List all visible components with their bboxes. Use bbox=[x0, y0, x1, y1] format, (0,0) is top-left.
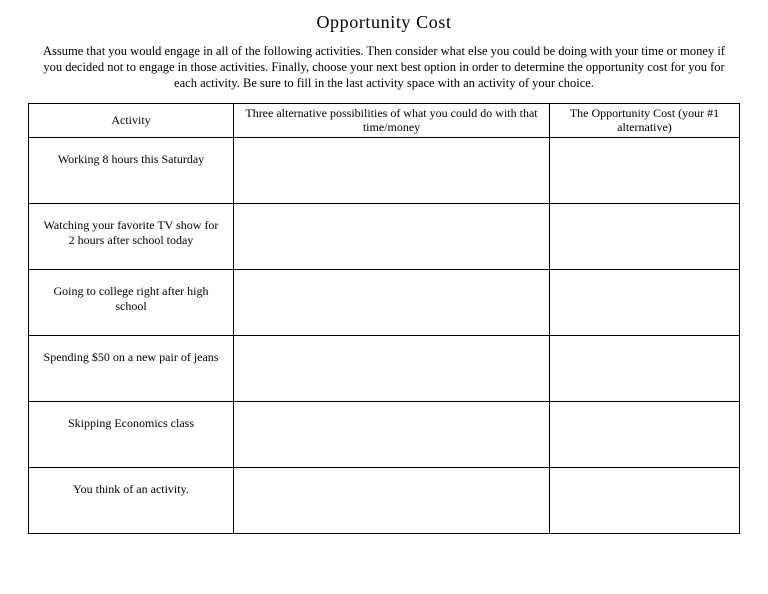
activity-cell: Spending $50 on a new pair of jeans bbox=[29, 335, 234, 401]
instructions-text: Assume that you would engage in all of the following activities. Then consider what else you could be doing with your time or money if you decided not to engage in those activities. Finally, choose your next best option in order to determine the opportunity cost for you for each activity. Be sure to fill in the last activity space with an activity of your choice. bbox=[43, 44, 725, 90]
alternatives-cell bbox=[234, 203, 550, 269]
table-row bbox=[29, 335, 740, 401]
table-row bbox=[29, 203, 740, 269]
col-header-alternatives: Three alternative possibilities of what you could do with that time/money bbox=[234, 104, 550, 138]
col-header-activity: Activity bbox=[29, 104, 234, 138]
activity-cell: Skipping Economics class bbox=[29, 401, 234, 467]
activity-cell: Watching your favorite TV show for 2 hours after school today bbox=[29, 203, 234, 269]
alternatives-cell bbox=[234, 467, 550, 533]
opportunity-cost-cell bbox=[550, 269, 740, 335]
opportunity-cost-cell bbox=[550, 137, 740, 203]
table-row bbox=[29, 137, 740, 203]
activity-cell: You think of an activity. bbox=[29, 467, 234, 533]
table-row bbox=[29, 401, 740, 467]
col-header-opportunity-cost: The Opportunity Cost (your #1 alternative) bbox=[550, 104, 740, 138]
table-row bbox=[29, 467, 740, 533]
alternatives-cell bbox=[234, 401, 550, 467]
opportunity-cost-cell bbox=[550, 335, 740, 401]
opportunity-cost-cell bbox=[550, 467, 740, 533]
alternatives-cell bbox=[234, 269, 550, 335]
activity-cell: Going to college right after high school bbox=[29, 269, 234, 335]
activity-cell: Working 8 hours this Saturday bbox=[29, 137, 234, 203]
page-title: Opportunity Cost bbox=[316, 12, 452, 32]
table-row bbox=[29, 269, 740, 335]
alternatives-cell bbox=[234, 137, 550, 203]
opportunity-cost-cell bbox=[550, 401, 740, 467]
opportunity-cost-table bbox=[28, 103, 740, 534]
opportunity-cost-cell bbox=[550, 203, 740, 269]
alternatives-cell bbox=[234, 335, 550, 401]
table-header-row bbox=[29, 104, 740, 138]
